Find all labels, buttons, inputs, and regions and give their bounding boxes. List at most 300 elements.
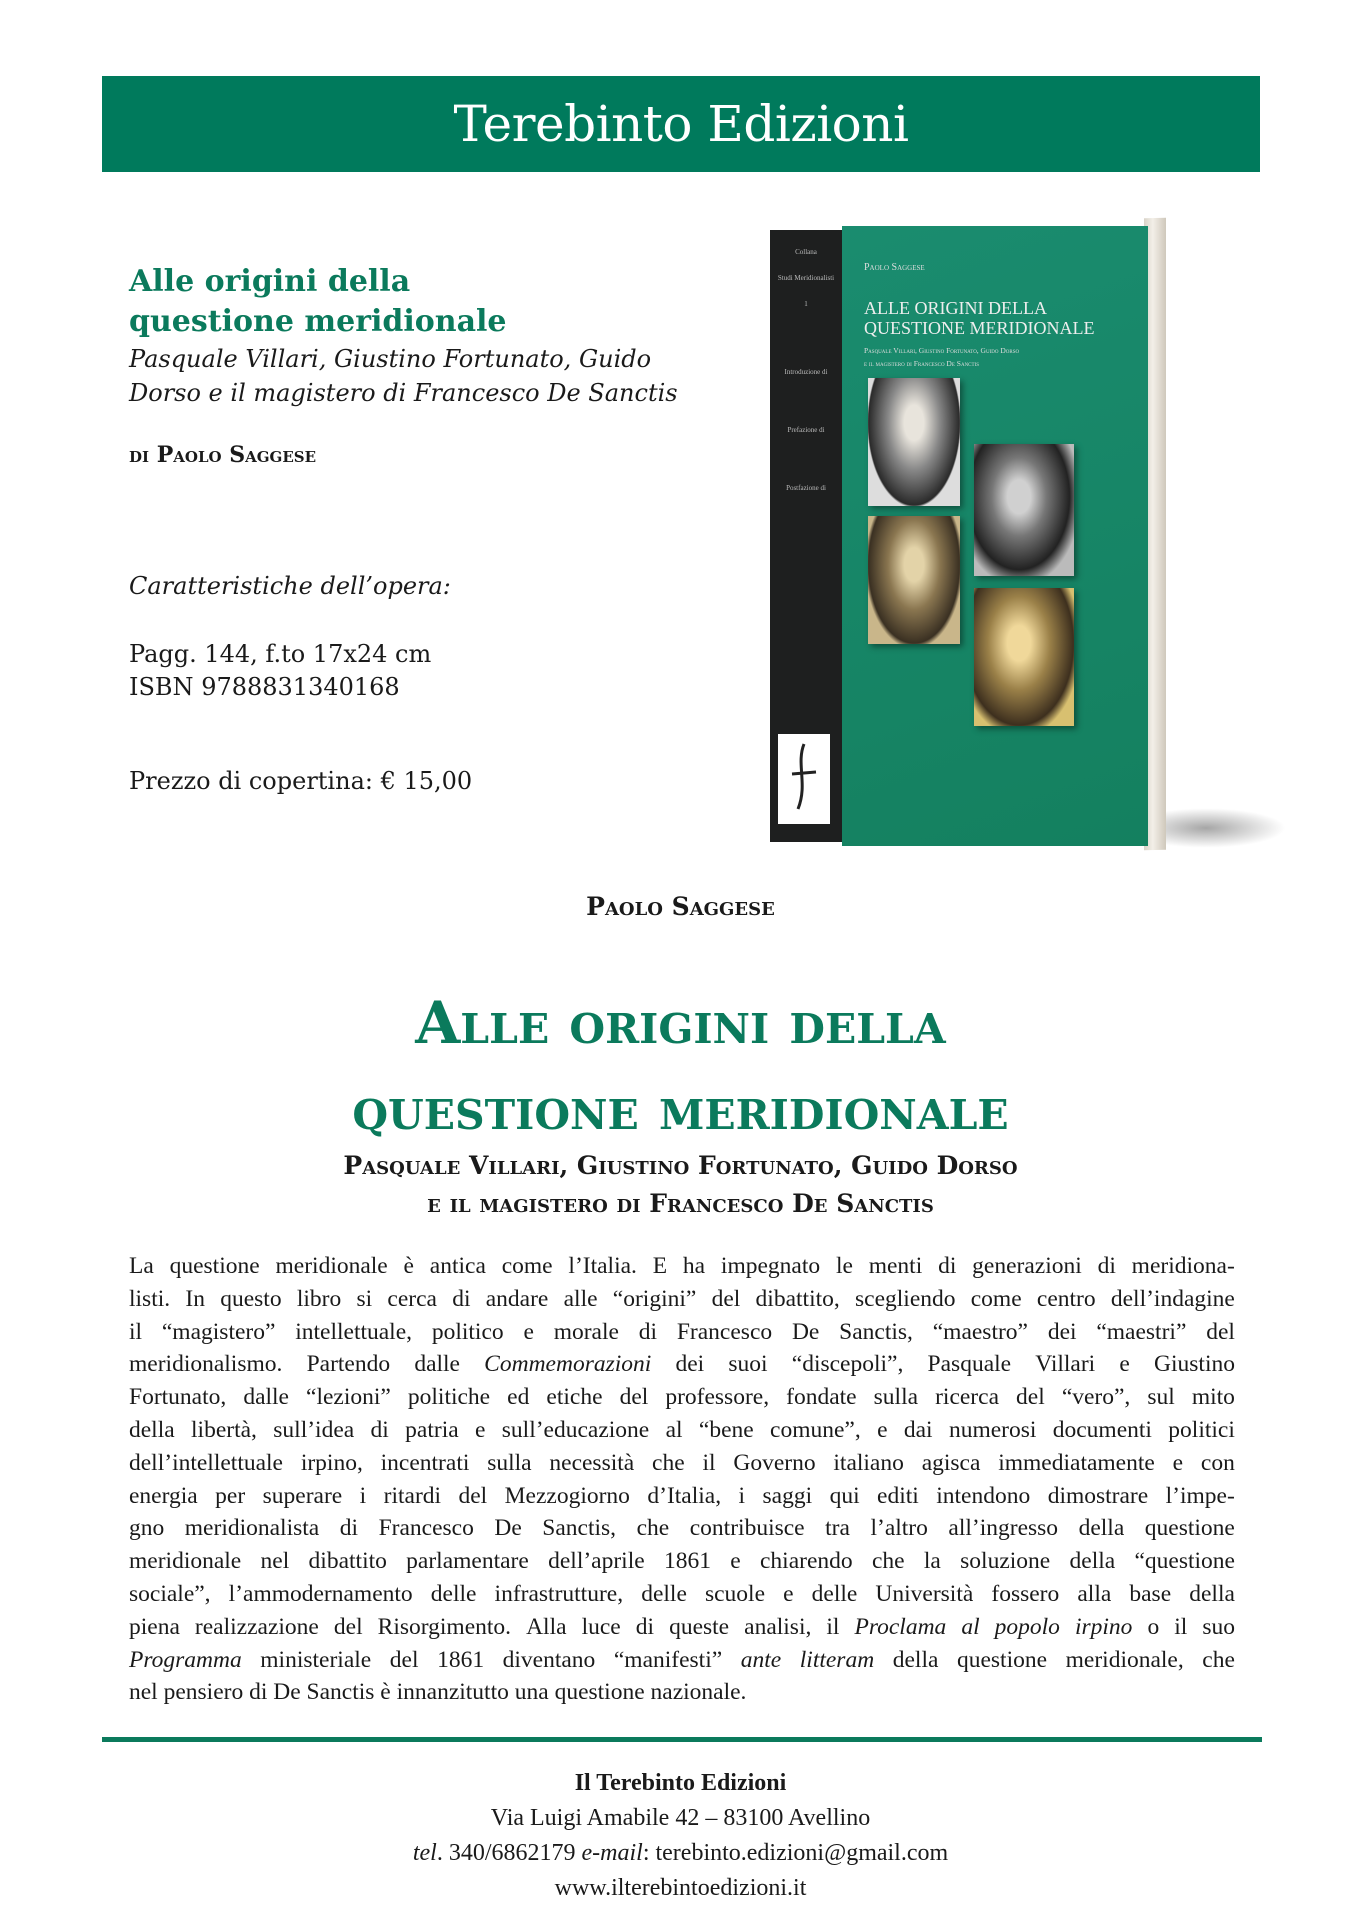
word: [437, 1644, 484, 1677]
word: [273, 1414, 354, 1447]
footer-address: Via Luigi Amabile 42 – 83100 Avellino: [490, 1805, 871, 1831]
word: [792, 1348, 904, 1381]
word: [1075, 1611, 1132, 1644]
text: libro: [296, 1285, 342, 1312]
text: nazionale.: [650, 1679, 747, 1706]
text: centro: [1036, 1285, 1096, 1312]
book-front-cover: [842, 226, 1148, 846]
word: [792, 1316, 819, 1349]
text: meridiona-: [1131, 1253, 1235, 1279]
word: [770, 1414, 861, 1447]
text: nel: [129, 1679, 158, 1706]
word: [261, 1545, 290, 1578]
text: numerosi: [948, 1416, 1037, 1443]
book-specs: [129, 638, 431, 704]
word: [129, 1578, 211, 1611]
word: [836, 1250, 853, 1283]
text: intendono: [936, 1482, 1031, 1509]
text: realizzazione: [194, 1613, 319, 1640]
text: menti: [868, 1253, 923, 1279]
text: “questione: [1134, 1548, 1235, 1575]
word: [542, 1512, 616, 1545]
text: gno: [129, 1515, 165, 1542]
text: di: [1097, 1253, 1116, 1279]
text: di: [938, 1253, 957, 1279]
page-count: Pagg. 144, f.to 17x24 cm: [129, 640, 432, 668]
word: [971, 1283, 1022, 1316]
text: fondate: [786, 1384, 857, 1411]
text: è: [403, 1253, 414, 1279]
text: dei: [675, 1351, 705, 1378]
text: Sanctis: [306, 1679, 375, 1706]
word: [1202, 1611, 1235, 1644]
paragraph-line: [129, 1348, 1235, 1381]
paragraph-line: [129, 1381, 1235, 1414]
book-title-line: Alle origini della: [129, 264, 411, 299]
text: cerca: [387, 1285, 437, 1312]
italic-text: Commemorazioni: [484, 1351, 652, 1378]
word: [614, 1644, 722, 1677]
word: [170, 1250, 260, 1283]
cover-title-line: ALLE ORIGINI DELLA: [864, 298, 1047, 318]
word: [1206, 1316, 1235, 1349]
text: del: [458, 1482, 488, 1509]
word: [249, 1676, 267, 1709]
word: [904, 1414, 933, 1447]
word: [387, 1283, 437, 1316]
text: meridionalista: [184, 1515, 320, 1542]
word: [933, 1316, 1028, 1349]
word: [1147, 1611, 1159, 1644]
text: immediatamente: [998, 1449, 1155, 1476]
text: comune”,: [770, 1416, 861, 1443]
portrait-de-sanctis: [974, 444, 1074, 576]
word: [1202, 1644, 1235, 1677]
text: ricerca: [935, 1384, 999, 1411]
author-name: Paolo Saggese: [156, 442, 317, 468]
text: il: [826, 1613, 840, 1640]
word: [833, 1447, 903, 1480]
word: [1132, 1250, 1235, 1283]
text: incentrati: [380, 1449, 470, 1476]
text: dell’intellettuale: [129, 1449, 283, 1476]
word: [972, 1250, 1082, 1283]
text: dimostrare: [1047, 1482, 1149, 1509]
word: [960, 1545, 1050, 1578]
text: pensiero: [163, 1679, 244, 1706]
word: [307, 1676, 375, 1709]
word: [675, 1348, 704, 1381]
text: l’altro: [870, 1515, 928, 1542]
word: [475, 1414, 485, 1447]
text: In: [185, 1285, 205, 1312]
word: [555, 1676, 645, 1709]
text: Sanctis,: [839, 1318, 913, 1345]
word: [652, 1447, 685, 1480]
word: [430, 1250, 486, 1283]
text: di: [370, 1416, 389, 1443]
word: [869, 1250, 923, 1283]
main-subtitle: [0, 1147, 1361, 1223]
text: La: [129, 1253, 154, 1279]
word: [1079, 1512, 1125, 1545]
word: [756, 1283, 840, 1316]
text: dai: [903, 1416, 933, 1443]
word: [554, 1316, 619, 1349]
footer-website[interactable]: www.ilterebintoedizioni.it: [554, 1875, 807, 1901]
text: delle: [430, 1580, 477, 1607]
word: [295, 1316, 412, 1349]
word: [273, 1676, 300, 1709]
word: [371, 1414, 389, 1447]
word: [669, 1611, 729, 1644]
word: [405, 1414, 459, 1447]
text: Partendo: [306, 1351, 391, 1378]
text: “vero”,: [1061, 1384, 1131, 1411]
text: come: [501, 1253, 553, 1279]
book-description: [129, 1250, 1235, 1709]
paragraph-line: [129, 1578, 1235, 1611]
word: [129, 1348, 282, 1381]
text: Sanctis,: [542, 1515, 617, 1542]
word: [721, 1250, 820, 1283]
main-title: [0, 980, 1361, 1152]
word: [961, 1611, 979, 1644]
paragraph-line: [129, 1283, 1235, 1316]
word: [1070, 1545, 1116, 1578]
book-title: [129, 262, 507, 342]
word: [502, 1414, 649, 1447]
text: dei: [1047, 1318, 1077, 1345]
spine-text: 1: [804, 300, 808, 308]
text: saggi: [762, 1482, 813, 1509]
word: [1119, 1348, 1129, 1381]
word: [526, 1611, 566, 1644]
text: d’Italia,: [647, 1482, 722, 1509]
cover-price: Prezzo di copertina: € 15,00: [129, 767, 473, 795]
word: [733, 1447, 815, 1480]
word: [949, 1414, 1036, 1447]
text: l’impe-: [1165, 1482, 1235, 1509]
word: [379, 1512, 474, 1545]
text: dibattito,: [755, 1285, 840, 1312]
word: [699, 1414, 754, 1447]
word: [129, 1545, 241, 1578]
word: [564, 1283, 598, 1316]
word: [432, 1316, 504, 1349]
email-label: e-mail: [581, 1840, 643, 1866]
text: antica: [429, 1253, 486, 1279]
book-cover-image: [766, 218, 1276, 858]
word: [854, 1611, 946, 1644]
text: di: [339, 1515, 359, 1542]
text: la: [923, 1548, 941, 1575]
text: chiarendo: [760, 1548, 853, 1575]
text: dalle: [414, 1351, 460, 1378]
word: [1048, 1480, 1149, 1513]
text: “discepoli”,: [791, 1351, 904, 1378]
word: [384, 1480, 441, 1513]
text: i: [359, 1482, 367, 1509]
text: sull’educazione: [501, 1416, 650, 1443]
text: ministeriale: [260, 1646, 372, 1673]
word: [546, 1381, 602, 1414]
word: [129, 1644, 242, 1677]
word: [1154, 1348, 1235, 1381]
text: base: [1129, 1580, 1172, 1607]
paragraph-line: [129, 1611, 1235, 1644]
word: [825, 1512, 850, 1545]
text: diventano: [502, 1646, 596, 1673]
spine-text: Postfazione di: [786, 484, 826, 492]
email-address[interactable]: : terebinto.edizioni@gmail.com: [642, 1840, 949, 1866]
text: i: [738, 1482, 746, 1509]
book-subtitle-line: Dorso e il magistero di Francesco De Sanctis: [129, 379, 678, 407]
word: [582, 1611, 621, 1644]
text: della: [892, 1646, 939, 1673]
text: professore,: [665, 1384, 770, 1411]
paragraph-line: [129, 1250, 1235, 1283]
text: dell’indagine: [1110, 1285, 1235, 1312]
word: [998, 1447, 1155, 1480]
text: dibattito: [308, 1548, 387, 1575]
paragraph-line: [129, 1414, 1235, 1447]
word: [957, 1644, 1047, 1677]
word: [677, 1316, 772, 1349]
text: per: [215, 1482, 246, 1509]
text: “bene: [698, 1416, 754, 1443]
cover-subtitle: [864, 344, 1144, 370]
word: [1147, 1381, 1174, 1414]
text: politici: [1168, 1416, 1235, 1443]
publisher-footer: [0, 1766, 1361, 1906]
word: [741, 1644, 781, 1677]
book-subtitle: [129, 342, 729, 410]
word: [487, 1447, 531, 1480]
italic-text: Programma: [129, 1646, 242, 1673]
text: sull’idea: [273, 1416, 355, 1443]
text: libertà,: [191, 1416, 257, 1443]
word: [129, 1480, 198, 1513]
text: che: [636, 1515, 670, 1542]
paragraph-line: [129, 1512, 1235, 1545]
text: necessità: [549, 1449, 635, 1476]
word: [1037, 1283, 1096, 1316]
word: [397, 1676, 509, 1709]
text: intellettuale,: [295, 1318, 413, 1345]
text: una: [514, 1679, 549, 1706]
word: [523, 1316, 533, 1349]
footer-contacts: [0, 1836, 1361, 1871]
word: [1129, 1578, 1171, 1611]
text: irpino,: [300, 1449, 363, 1476]
word: [334, 1611, 363, 1644]
word: [220, 1283, 281, 1316]
word: [301, 1447, 363, 1480]
word: [406, 1545, 529, 1578]
word: [263, 1480, 343, 1513]
text: meridionale: [275, 1253, 388, 1279]
text: del: [333, 1613, 363, 1640]
word: [306, 1381, 391, 1414]
word: [1111, 1283, 1235, 1316]
word: [705, 1578, 765, 1611]
footer-publisher: Il Terebinto Edizioni: [574, 1770, 787, 1796]
text: italiano: [833, 1449, 904, 1476]
word: [129, 1611, 180, 1644]
text: generazioni: [972, 1253, 1082, 1279]
word: [712, 1283, 741, 1316]
word: [1174, 1611, 1187, 1644]
word: [786, 1381, 856, 1414]
text: mito: [1191, 1384, 1235, 1411]
word: [360, 1480, 367, 1513]
tel-number: . 340/6862179: [436, 1840, 582, 1866]
word: [458, 1480, 487, 1513]
text: all’ingresso: [948, 1515, 1059, 1542]
text: De: [791, 1318, 820, 1345]
word: [800, 1644, 874, 1677]
text: della: [129, 1416, 175, 1443]
word: [129, 1414, 175, 1447]
main-subtitle-line: Pasquale Villari, Giustino Fortunato, Guido Dorso: [343, 1151, 1018, 1180]
word: [702, 1447, 715, 1480]
cover-subtitle-line: e il magistero di Francesco De Sanctis: [864, 359, 980, 368]
text: nel: [260, 1548, 290, 1575]
text: ritardi: [383, 1482, 442, 1509]
word: [1201, 1447, 1235, 1480]
text: sociale”,: [129, 1580, 211, 1607]
word: [665, 1381, 769, 1414]
word: [1173, 1447, 1183, 1480]
text: politiche: [407, 1384, 491, 1411]
text: si: [356, 1285, 373, 1312]
text: luce: [581, 1613, 621, 1640]
word: [414, 1348, 460, 1381]
word: [356, 1283, 372, 1316]
word: [744, 1611, 811, 1644]
italic-text: al: [961, 1613, 980, 1640]
tel-label: tel: [412, 1840, 437, 1866]
word: [1192, 1381, 1235, 1414]
text: Mezzogiorno: [504, 1482, 630, 1509]
word: [568, 1250, 637, 1283]
spine-text: Studi Meridionalisti: [777, 274, 835, 282]
text: il: [129, 1318, 143, 1345]
portrait-fortunato: [868, 516, 960, 644]
word: [381, 1447, 470, 1480]
word: [783, 1578, 793, 1611]
text: meridionale: [129, 1548, 242, 1575]
main-subtitle-line: e il magistero di Francesco De Sanctis: [427, 1189, 934, 1218]
text: dalle: [243, 1384, 289, 1411]
text: Risorgimento.: [377, 1613, 512, 1640]
word: [877, 1414, 887, 1447]
text: di: [452, 1285, 471, 1312]
word: [505, 1480, 630, 1513]
text: e: [877, 1416, 888, 1443]
paragraph-line: [129, 1447, 1235, 1480]
italic-text: ante: [740, 1646, 782, 1673]
word: [1048, 1316, 1077, 1349]
cover-subtitle-line: Pasquale Villari, Giustino Fortunato, Guido Dorso: [864, 346, 1020, 355]
word: [380, 1676, 390, 1709]
text: superare: [262, 1482, 343, 1509]
text: piena: [129, 1613, 180, 1640]
word: [191, 1414, 257, 1447]
word: [683, 1250, 705, 1283]
spine-text: Prefazione di: [787, 426, 825, 434]
text: questione: [169, 1253, 260, 1279]
word: [995, 1611, 1060, 1644]
text: De: [273, 1679, 301, 1706]
portrait-dorso: [974, 588, 1074, 726]
word: [651, 1676, 747, 1709]
word: [548, 1545, 645, 1578]
word: [243, 1381, 289, 1414]
text: scuole: [704, 1580, 766, 1607]
word: [503, 1644, 596, 1677]
word: [307, 1348, 391, 1381]
word: [1077, 1578, 1111, 1611]
word: [276, 1250, 388, 1283]
word: [730, 1545, 740, 1578]
word: [260, 1644, 371, 1677]
text: andare: [485, 1285, 549, 1312]
word: [763, 1480, 813, 1513]
text: etiche: [546, 1384, 603, 1411]
text: 1861: [663, 1548, 711, 1575]
text: questione: [956, 1646, 1048, 1673]
text: fossero: [991, 1580, 1060, 1607]
text: “maestri”: [1096, 1318, 1187, 1345]
word: [229, 1578, 413, 1611]
word: [690, 1512, 805, 1545]
text: del: [1016, 1384, 1045, 1411]
word: [215, 1480, 245, 1513]
word: [408, 1381, 490, 1414]
word: [431, 1578, 477, 1611]
word: [613, 1283, 697, 1316]
word: [855, 1283, 956, 1316]
text: del: [711, 1285, 741, 1312]
italic-text: Proclama: [854, 1613, 947, 1640]
word: [1134, 1545, 1235, 1578]
text: di: [638, 1318, 658, 1345]
text: suo: [1202, 1613, 1235, 1640]
word: [938, 1250, 956, 1283]
text: della: [1189, 1580, 1235, 1607]
word: [760, 1545, 853, 1578]
word: [870, 1512, 927, 1545]
text: sulla: [873, 1384, 919, 1411]
word: [484, 1348, 651, 1381]
text: della: [1078, 1515, 1125, 1542]
book-cover-left-band: [770, 230, 842, 842]
word: [378, 1611, 511, 1644]
text: Francesco: [378, 1515, 474, 1542]
text: che: [871, 1548, 905, 1575]
text: e: [730, 1548, 741, 1575]
word: [637, 1512, 670, 1545]
word: [1035, 1348, 1095, 1381]
text: che: [1202, 1646, 1235, 1673]
word: [620, 1381, 649, 1414]
main-author: Paolo Saggese: [586, 892, 775, 921]
text: ha: [682, 1253, 706, 1279]
text: o: [1147, 1613, 1160, 1640]
text: Villari: [1035, 1351, 1096, 1378]
